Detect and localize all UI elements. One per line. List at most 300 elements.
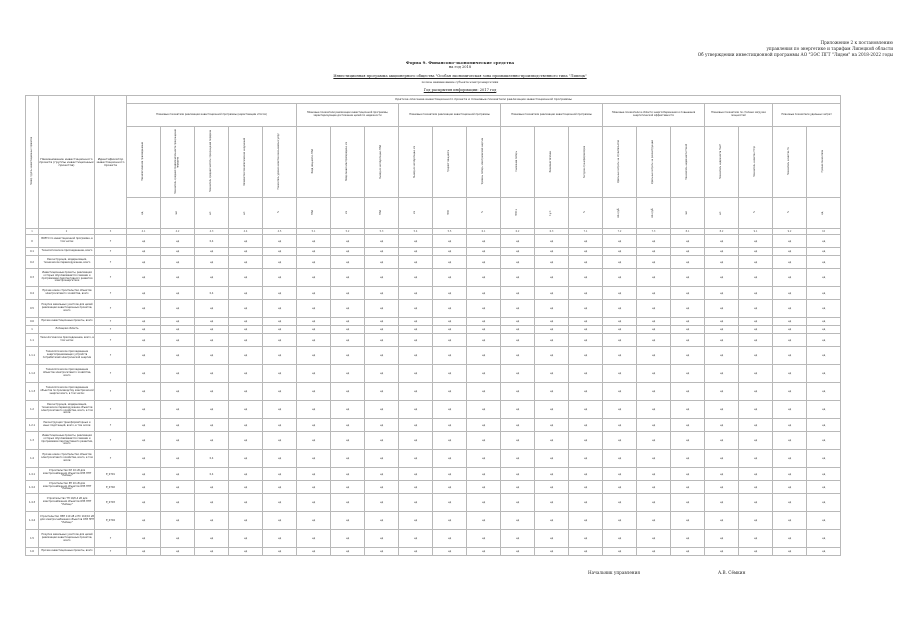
row-value: нд	[773, 401, 807, 419]
row-value: нд	[399, 383, 433, 401]
column-number: 6.1	[467, 229, 501, 235]
row-value: нд	[263, 347, 297, 365]
row-value: нд	[263, 248, 297, 256]
row-value: нд	[739, 530, 773, 548]
row-value: нд	[433, 365, 467, 383]
table-row	[26, 248, 841, 256]
row-value: нд	[535, 383, 569, 401]
row-code: Г	[95, 401, 127, 419]
row-value: нд	[161, 419, 195, 432]
row-value: нд	[161, 548, 195, 556]
unit-header-text: шт.	[243, 210, 247, 215]
unit-header-text: %	[787, 211, 791, 214]
table-row	[26, 548, 841, 556]
row-value: нд	[399, 432, 433, 450]
row-value: 0,4	[195, 235, 229, 248]
row-value: нд	[569, 347, 603, 365]
row-number: 1.4.1	[26, 468, 39, 481]
row-value: нд	[603, 419, 637, 432]
table-row	[26, 365, 841, 383]
row-value: нд	[501, 235, 535, 248]
row-value: нд	[807, 235, 841, 248]
unit-header-text: ед.	[821, 210, 825, 215]
row-value: нд	[535, 334, 569, 347]
row-value: нд	[127, 481, 161, 494]
row-value: нд	[773, 548, 807, 556]
row-value: нд	[535, 401, 569, 419]
row-value: нд	[501, 548, 535, 556]
row-value: нд	[603, 432, 637, 450]
row-value: нд	[501, 383, 535, 401]
row-value: нд	[229, 326, 263, 334]
row-value: нд	[807, 401, 841, 419]
row-value: нд	[603, 256, 637, 269]
row-value: нд	[603, 347, 637, 365]
row-value: нд	[161, 494, 195, 512]
row-value: нд	[637, 326, 671, 334]
row-name: Покупка земельных участков для целей реализации инвестиционных проектов, всего	[39, 530, 95, 548]
row-value: нд	[229, 468, 263, 481]
row-value: нд	[297, 256, 331, 269]
row-value: нд	[705, 334, 739, 347]
row-number: 0.6	[26, 318, 39, 326]
row-value: нд	[603, 300, 637, 318]
indicator-header	[569, 127, 603, 198]
row-value: нд	[637, 512, 671, 530]
row-value: нд	[161, 481, 195, 494]
row-value: нд	[365, 401, 399, 419]
row-value: нд	[467, 419, 501, 432]
unit-header-text: %	[277, 211, 281, 214]
row-value: нд	[229, 269, 263, 287]
row-value: нд	[195, 432, 229, 450]
row-value: нд	[671, 530, 705, 548]
col-header-main: Краткое описание инвестиционного проекта и плановые показатели реализации инвестиционной программы	[127, 96, 841, 104]
unit-header	[195, 198, 229, 229]
signature-name: А.В. Сёмкин	[718, 570, 746, 575]
column-number: 5.1	[297, 229, 331, 235]
row-name: Липецкая область	[39, 326, 95, 334]
indicator-header	[433, 127, 467, 198]
row-value: нд	[671, 419, 705, 432]
approval-header	[593, 40, 893, 58]
row-value: нд	[161, 401, 195, 419]
row-value: нд	[399, 248, 433, 256]
row-value: нд	[637, 494, 671, 512]
row-value: нд	[229, 419, 263, 432]
unit-header-text: МВт	[447, 210, 451, 215]
row-value: нд	[331, 548, 365, 556]
table-row	[26, 432, 841, 450]
row-value: нд	[331, 347, 365, 365]
row-value: нд	[467, 512, 501, 530]
row-value: нд	[535, 481, 569, 494]
row-value: нд	[467, 326, 501, 334]
indicator-header	[127, 127, 161, 198]
row-value: нд	[127, 256, 161, 269]
indicator-header-text: Ввод мощности, МВА	[311, 149, 315, 174]
row-value: нд	[807, 481, 841, 494]
row-value: нд	[637, 287, 671, 300]
row-value: нд	[297, 326, 331, 334]
disclosure-year: Год раскрытия информации: 2017 год	[423, 87, 497, 92]
row-value: нд	[739, 548, 773, 556]
indicator-header	[229, 127, 263, 198]
row-value: нд	[569, 432, 603, 450]
row-value: нд	[569, 365, 603, 383]
row-value: нд	[569, 300, 603, 318]
unit-header	[297, 198, 331, 229]
indicator-header	[501, 127, 535, 198]
indicator-header	[807, 127, 841, 198]
row-value: нд	[773, 468, 807, 481]
unit-header	[501, 198, 535, 229]
row-value: нд	[501, 450, 535, 468]
table-row	[26, 481, 841, 494]
row-number: 1.1.1	[26, 347, 39, 365]
indicator-header-text: Вывод из эксплуатации, км	[413, 145, 417, 178]
row-value: нд	[467, 450, 501, 468]
row-value: нд	[501, 256, 535, 269]
row-value: нд	[637, 468, 671, 481]
row-value: нд	[297, 468, 331, 481]
row-value: нд	[297, 512, 331, 530]
row-value: нд	[399, 419, 433, 432]
row-value: нд	[195, 300, 229, 318]
column-number: 8.1	[671, 229, 705, 235]
row-value: нд	[501, 432, 535, 450]
approval-line-2: управления по энергетике и тарифам Липецкой области	[766, 46, 893, 51]
row-value: нд	[671, 334, 705, 347]
row-value: нд	[773, 326, 807, 334]
row-value: нд	[603, 334, 637, 347]
row-name: Строительство РП 10 кВ для электроснабжения объектов ОЭЗ ППТ "Липецк"	[39, 481, 95, 494]
unit-header-text: млн руб.	[651, 207, 655, 218]
row-value: нд	[365, 256, 399, 269]
row-value: нд	[365, 235, 399, 248]
row-value: нд	[807, 419, 841, 432]
row-value: нд	[229, 300, 263, 318]
row-name: Строительство ТП 10/0,4 кВ для электроснабжения объектов ОЭЗ ППТ "Липецк"	[39, 494, 95, 512]
row-value: нд	[331, 468, 365, 481]
row-value: нд	[671, 269, 705, 287]
table-row	[26, 256, 841, 269]
row-value: нд	[637, 318, 671, 326]
row-value: нд	[569, 512, 603, 530]
row-value: нд	[399, 468, 433, 481]
row-value: нд	[229, 235, 263, 248]
row-value: нд	[671, 548, 705, 556]
row-value: нд	[739, 419, 773, 432]
column-number: 5.2	[331, 229, 365, 235]
row-value: нд	[365, 432, 399, 450]
row-value: нд	[637, 419, 671, 432]
row-value: нд	[331, 450, 365, 468]
row-value: нд	[195, 481, 229, 494]
row-value: нд	[569, 256, 603, 269]
row-value: нд	[195, 512, 229, 530]
row-value: нд	[263, 419, 297, 432]
row-value: нд	[399, 235, 433, 248]
row-value: нд	[773, 365, 807, 383]
row-value: нд	[399, 512, 433, 530]
row-number: 0.5	[26, 300, 39, 318]
row-value: нд	[773, 235, 807, 248]
row-value: нд	[229, 494, 263, 512]
row-value: нд	[671, 383, 705, 401]
row-value: нд	[535, 419, 569, 432]
row-value: нд	[603, 548, 637, 556]
row-value: нд	[331, 326, 365, 334]
row-value: нд	[263, 326, 297, 334]
row-value: нд	[433, 256, 467, 269]
row-value: нд	[603, 383, 637, 401]
row-value: нд	[161, 269, 195, 287]
row-code: Г	[95, 365, 127, 383]
row-value: нд	[161, 235, 195, 248]
unit-header-text: %	[753, 211, 757, 214]
row-value: нд	[433, 300, 467, 318]
row-value: нд	[195, 365, 229, 383]
row-value: нд	[603, 468, 637, 481]
row-value: нд	[467, 256, 501, 269]
indicator-header	[535, 127, 569, 198]
row-value: нд	[297, 494, 331, 512]
row-value: нд	[739, 235, 773, 248]
indicator-header-text: Ввод линий электропередачи, км	[345, 142, 349, 181]
column-number: 5.3	[365, 229, 399, 235]
row-value: нд	[127, 365, 161, 383]
row-code: Г	[95, 248, 127, 256]
row-number: 0.3	[26, 269, 39, 287]
row-value: нд	[705, 432, 739, 450]
row-value: нд	[637, 432, 671, 450]
row-value: нд	[705, 548, 739, 556]
row-value: нд	[263, 383, 297, 401]
row-value: нд	[569, 419, 603, 432]
row-value: нд	[467, 235, 501, 248]
row-value: нд	[331, 494, 365, 512]
row-value: нд	[637, 347, 671, 365]
col-header-num-text: Номер группы инвестиционных проектов	[29, 137, 33, 186]
row-value: нд	[195, 530, 229, 548]
indicator-header	[297, 127, 331, 198]
row-value: нд	[433, 401, 467, 419]
row-value: нд	[263, 494, 297, 512]
row-value: нд	[195, 401, 229, 419]
row-value: нд	[161, 450, 195, 468]
row-value: нд	[365, 383, 399, 401]
row-value: нд	[365, 419, 399, 432]
row-value: нд	[331, 365, 365, 383]
row-value: нд	[263, 256, 297, 269]
unit-header-text: %	[481, 211, 485, 214]
row-value: нд	[501, 365, 535, 383]
row-value: нд	[671, 468, 705, 481]
row-value: нд	[195, 326, 229, 334]
row-value: нд	[739, 383, 773, 401]
table-row	[26, 383, 841, 401]
row-value: нд	[603, 450, 637, 468]
indicator-header	[603, 127, 637, 198]
row-value: нд	[365, 318, 399, 326]
row-value: нд	[671, 287, 705, 300]
row-value: нд	[705, 318, 739, 326]
row-value: нд	[161, 530, 195, 548]
row-value: нд	[705, 494, 739, 512]
row-value: нд	[161, 347, 195, 365]
row-value: нд	[807, 334, 841, 347]
unit-header	[705, 198, 739, 229]
group-header: Плановые показатели в области энергосбережения и повышения энергетической эффективности	[603, 104, 705, 127]
row-value: нд	[807, 347, 841, 365]
row-value: нд	[739, 512, 773, 530]
group-header: Плановые показатели реализации инвестиционной программы	[399, 104, 501, 127]
row-value: нд	[365, 248, 399, 256]
table-row	[26, 530, 841, 548]
row-number: 1.6	[26, 548, 39, 556]
column-number: 8.2	[705, 229, 739, 235]
row-value: нд	[365, 481, 399, 494]
table-row	[26, 468, 841, 481]
unit-header	[535, 198, 569, 229]
row-value: нд	[501, 269, 535, 287]
row-value: 0,4	[195, 468, 229, 481]
row-value: нд	[331, 235, 365, 248]
row-name: Технологическое присоединение объектов по производству электрической энергии всего, в том числе:	[39, 383, 95, 401]
row-value: нд	[331, 481, 365, 494]
row-value: нд	[161, 432, 195, 450]
indicator-header-text: Показатель качества Пк	[787, 147, 791, 176]
row-value: нд	[433, 530, 467, 548]
row-value: нд	[773, 248, 807, 256]
unit-header-text: %	[583, 211, 587, 214]
indicator-header-text: Показатель средней частоты прекращения передачи	[209, 130, 213, 193]
indicator-header	[331, 127, 365, 198]
row-number: 1.4.2	[26, 481, 39, 494]
row-name: Инвестиционные проекты, реализация которых обуславливается схемами и программами перспективного развития электроэнергетики	[39, 269, 95, 287]
unit-header	[229, 198, 263, 229]
row-number: 1.2.1	[26, 419, 39, 432]
row-value: нд	[773, 432, 807, 450]
row-value: нд	[739, 287, 773, 300]
row-value: нд	[637, 401, 671, 419]
row-value: 0,4	[195, 450, 229, 468]
row-value: нд	[127, 419, 161, 432]
row-value: нд	[705, 383, 739, 401]
row-value: нд	[433, 481, 467, 494]
row-value: нд	[297, 548, 331, 556]
row-code: Г	[95, 383, 127, 401]
row-value: нд	[603, 287, 637, 300]
row-name: Прочие инвестиционные проекты, всего	[39, 318, 95, 326]
row-value: нд	[535, 365, 569, 383]
row-value: нд	[705, 419, 739, 432]
row-value: нд	[297, 481, 331, 494]
row-value: нд	[773, 512, 807, 530]
row-value: нд	[297, 419, 331, 432]
row-value: нд	[229, 401, 263, 419]
row-value: нд	[161, 512, 195, 530]
row-value: нд	[535, 235, 569, 248]
column-number: 7.2	[603, 229, 637, 235]
row-value: нд	[195, 548, 229, 556]
row-value: нд	[399, 494, 433, 512]
row-value: нд	[807, 248, 841, 256]
row-value: нд	[297, 334, 331, 347]
row-value: нд	[535, 530, 569, 548]
row-value: нд	[433, 548, 467, 556]
row-value: нд	[671, 300, 705, 318]
row-value: нд	[569, 235, 603, 248]
row-value: нд	[637, 300, 671, 318]
col-header-name: Наименование инвестиционного проекта (группы инвестиционных проектов)	[39, 96, 95, 229]
unit-header	[603, 198, 637, 229]
row-value: нд	[399, 548, 433, 556]
row-value: нд	[501, 468, 535, 481]
approval-line-1: Приложение 2 к постановлению	[820, 40, 893, 45]
row-value: нд	[127, 334, 161, 347]
row-value: нд	[535, 318, 569, 326]
row-value: нд	[399, 300, 433, 318]
row-name: Строительство ЛЭП 110 кВ и ПС 110/10 кВ для электроснабжения объектов ОЭЗ ППТ "Липецк"	[39, 512, 95, 530]
unit-header-text: час	[175, 210, 179, 215]
row-code: Г	[95, 326, 127, 334]
row-value: нд	[535, 512, 569, 530]
row-value: нд	[331, 432, 365, 450]
row-name: Реконструкция трансформаторных и иных подстанций, всего, в том числе:	[39, 419, 95, 432]
row-value: нд	[467, 365, 501, 383]
row-value: нд	[739, 334, 773, 347]
indicator-header-text: Показатель средней продолжительности прекращения передачи	[174, 129, 180, 194]
row-value: нд	[399, 287, 433, 300]
row-value: нд	[705, 365, 739, 383]
unit-header-text: МВА	[379, 210, 383, 215]
row-value: нд	[263, 287, 297, 300]
row-value: нд	[433, 512, 467, 530]
row-number: 0.1	[26, 248, 39, 256]
row-value: нд	[535, 432, 569, 450]
row-value: нд	[501, 318, 535, 326]
unit-header	[569, 198, 603, 229]
row-value: нд	[535, 326, 569, 334]
table-row	[26, 512, 841, 530]
indicator-header	[705, 127, 739, 198]
row-code: Е_0703	[95, 494, 127, 512]
row-value: нд	[671, 450, 705, 468]
row-value: нд	[739, 269, 773, 287]
row-value: нд	[467, 548, 501, 556]
row-value: нд	[263, 512, 297, 530]
unit-header	[467, 198, 501, 229]
row-value: нд	[467, 287, 501, 300]
row-value: нд	[127, 530, 161, 548]
row-value: нд	[637, 530, 671, 548]
row-value: нд	[637, 365, 671, 383]
indicator-header	[637, 127, 671, 198]
row-value: нд	[263, 334, 297, 347]
row-value: нд	[127, 269, 161, 287]
row-value: нд	[637, 481, 671, 494]
row-value: нд	[365, 548, 399, 556]
unit-header	[773, 198, 807, 229]
row-value: нд	[637, 450, 671, 468]
row-value: нд	[229, 248, 263, 256]
row-value: нд	[263, 450, 297, 468]
row-value: нд	[399, 256, 433, 269]
row-value: нд	[671, 432, 705, 450]
row-code: Г	[95, 548, 127, 556]
